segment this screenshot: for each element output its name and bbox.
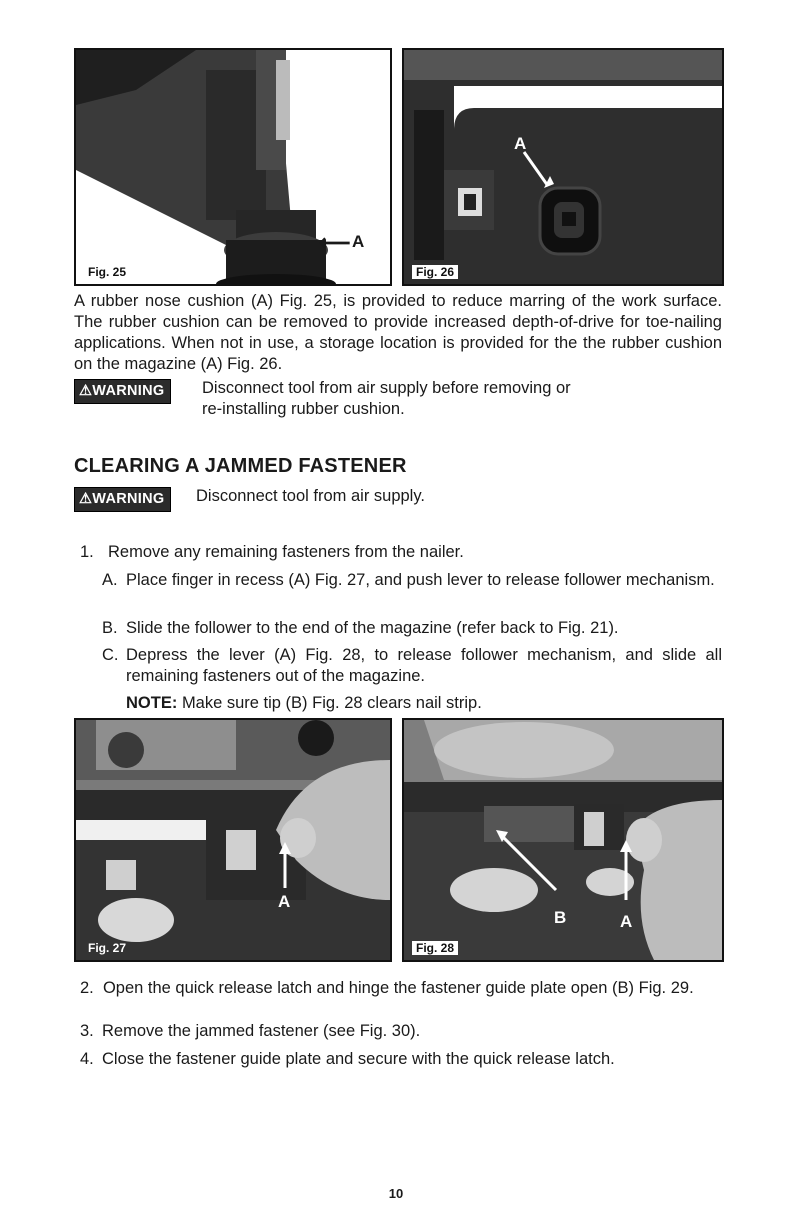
- magazine-storage-photo: [404, 50, 722, 284]
- warning-text: [202, 378, 682, 420]
- note-text: Make sure tip (B) Fig. 28 clears nail strip.: [181, 694, 482, 712]
- step-text: Remove any remaining fasteners from the nailer.: [108, 543, 464, 561]
- step-text: Open the quick release latch and hinge the fastener guide plate open (B) Fig. 29.: [102, 979, 694, 997]
- intro-paragraph: A rubber nose cushion (A) Fig. 25, is provided to reduce marring of the work surface. The rubber cushion can be removed to provide increased depth-of-drive for toe-nailing applications. When not in use, a storage location is provided for the the rubber cushion on the magazine (A) Fig. 26.: [74, 292, 722, 373]
- page-number: 10: [388, 1186, 404, 1201]
- substep-letter: B.: [102, 619, 118, 637]
- substep-text: Slide the follower to the end of the magazine (refer back to Fig. 21).: [126, 619, 619, 637]
- figure-28: [402, 718, 724, 962]
- note-label: NOTE:: [126, 694, 178, 712]
- step-text: Remove the jammed fastener (see Fig. 30).: [102, 1022, 421, 1040]
- warning-badge: ⚠WARNING: [74, 487, 171, 512]
- substep-text: Depress the lever (A) Fig. 28, to release follower mechanism, and slide all remaining fasteners out of the magazine.: [126, 646, 722, 685]
- step-number: 4.: [80, 1050, 94, 1068]
- step-number: 3.: [80, 1022, 94, 1040]
- figure-label: Fig. 25: [84, 265, 130, 279]
- substep-letter: A.: [102, 571, 118, 589]
- callout-a: A: [514, 134, 527, 153]
- callout-a: A: [352, 232, 365, 251]
- warning-line-1: Disconnect tool from air supply before removing or: [202, 379, 571, 397]
- step-2: [74, 978, 722, 1022]
- figure-label: Fig. 27: [88, 941, 127, 955]
- figure-25: [74, 48, 392, 286]
- figure-label: Fig. 28: [412, 941, 458, 955]
- substep-c: [102, 645, 722, 689]
- figure-27: [74, 718, 392, 962]
- arrow-left-icon: ⟵: [319, 230, 351, 255]
- warning-text: Disconnect tool from air supply.: [196, 487, 425, 505]
- callout-b: B: [554, 908, 567, 927]
- substep-b: [102, 618, 722, 640]
- step-2-text: [74, 978, 722, 999]
- figure-label: Fig. 26: [412, 265, 458, 279]
- callout-a: A: [278, 892, 291, 911]
- step-number: 1.: [80, 543, 94, 561]
- warning-line-2: re-installing rubber cushion.: [202, 400, 405, 418]
- step-text: Close the fastener guide plate and secure with the quick release latch.: [102, 1050, 615, 1068]
- note: [126, 693, 722, 715]
- section-heading: CLEARING A JAMMED FASTENER: [74, 455, 407, 477]
- step-1: [80, 542, 722, 564]
- warning-badge: ⚠WARNING: [74, 379, 171, 404]
- step-3: [80, 1021, 722, 1043]
- substep-text: Place finger in recess (A) Fig. 27, and push lever to release follower mechanism.: [126, 571, 715, 589]
- finger-in-recess-photo: [76, 720, 390, 960]
- substep-letter: C.: [102, 646, 119, 664]
- warning-block-2: [74, 486, 722, 510]
- step-number: 2.: [80, 979, 94, 997]
- substep-a: [102, 570, 722, 614]
- figure-26: [402, 48, 724, 286]
- callout-a: A: [620, 912, 633, 931]
- step-4: [80, 1049, 722, 1071]
- warning-block-1: [74, 378, 722, 424]
